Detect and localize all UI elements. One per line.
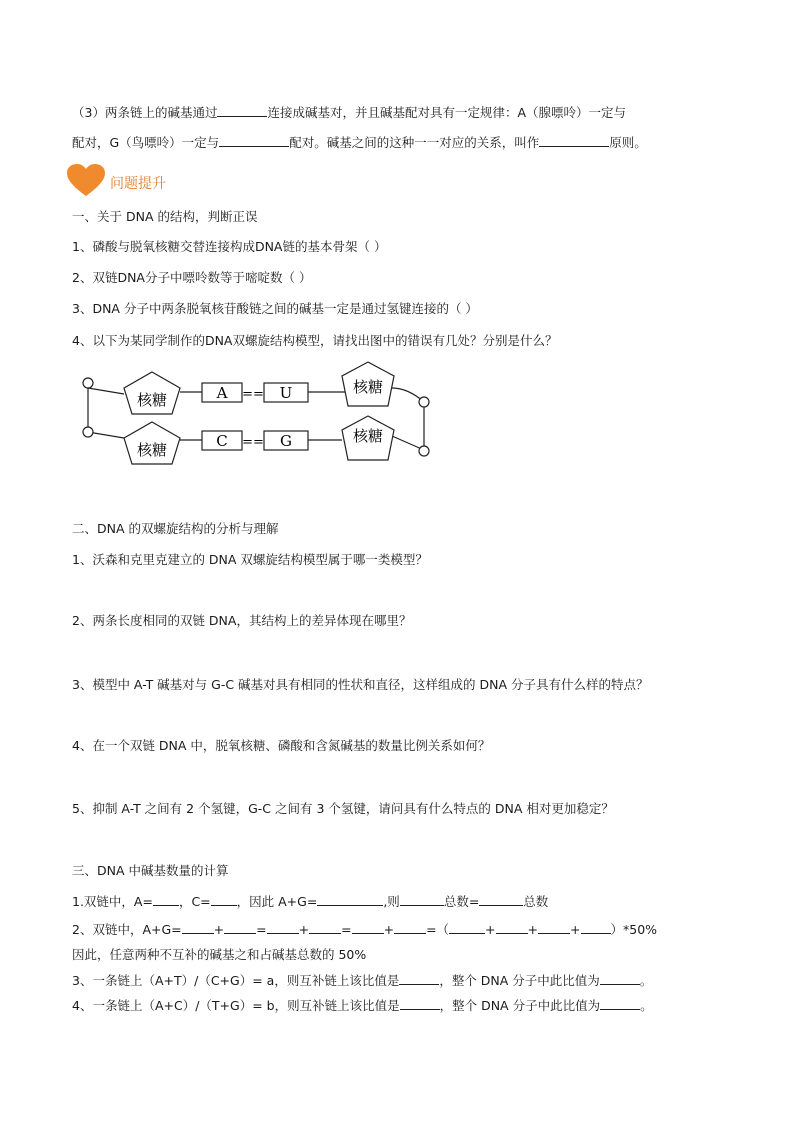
text: 1.双链中，A=	[72, 894, 153, 909]
phosphate-circle	[83, 378, 93, 388]
text: ,则	[383, 894, 400, 909]
section3-line1	[72, 104, 626, 122]
blank[interactable]	[394, 921, 426, 934]
blank[interactable]	[219, 134, 289, 147]
part3-line4	[72, 972, 652, 990]
text: 3、一条链上（A+T）/（C+G）= a，则互补链上该比值是	[72, 973, 400, 988]
text: ）*50%	[610, 922, 658, 937]
blank[interactable]	[267, 921, 299, 934]
part3-line3: 因此，任意两种不互补的碱基之和占碱基总数的 50%	[72, 947, 367, 962]
blank[interactable]	[479, 893, 523, 906]
dna-model-diagram	[72, 360, 442, 470]
blank[interactable]	[217, 104, 267, 117]
blank[interactable]	[538, 921, 570, 934]
phosphate-circle	[419, 446, 429, 456]
base-label: C	[216, 432, 228, 450]
text: 。	[639, 973, 653, 988]
heart-icon	[66, 164, 106, 198]
blank[interactable]	[182, 921, 214, 934]
blank[interactable]	[309, 921, 341, 934]
sugar-label: 核糖	[352, 378, 384, 396]
section-title	[66, 164, 166, 198]
text: ，整个 DNA 分子中此比值为	[439, 973, 600, 988]
sugar-label: 核糖	[136, 441, 168, 459]
text: （3）两条链上的碱基通过	[72, 105, 218, 120]
blank[interactable]	[153, 893, 179, 906]
blank[interactable]	[496, 921, 528, 934]
sugar-label: 核糖	[352, 427, 384, 445]
text: 配对。碱基之间的这种一一对应的关系，叫作	[289, 135, 540, 150]
text: +	[383, 922, 395, 937]
blank[interactable]	[581, 921, 611, 934]
blank[interactable]	[211, 893, 237, 906]
part1-q3: 3、DNA 分子中两条脱氧核苷酸链之间的碱基一定是通过氢键连接的（ ）	[72, 301, 478, 316]
blank[interactable]	[449, 921, 485, 934]
text: ，C=	[178, 894, 211, 909]
part3-line1	[72, 893, 548, 911]
blank[interactable]	[400, 893, 444, 906]
text: +	[298, 922, 310, 937]
text: 连接成碱基对，并且碱基配对具有一定规律：A（腺嘌呤）一定与	[267, 105, 627, 120]
text: 。	[640, 998, 653, 1013]
blank[interactable]	[224, 921, 256, 934]
text: 2、双链中，A+G=	[72, 922, 182, 937]
text: ，因此 A+G=	[236, 894, 318, 909]
phosphate-circle	[419, 397, 429, 407]
blank[interactable]	[399, 972, 439, 985]
base-label: G	[280, 432, 292, 450]
part2-q4: 4、在一个双链 DNA 中，脱氧核糖、磷酸和含氮碱基的数量比例关系如何？	[72, 738, 491, 753]
base-label: U	[279, 384, 293, 402]
text: +	[485, 922, 496, 937]
blank[interactable]	[352, 921, 384, 934]
part3-line2	[72, 921, 657, 939]
text: =（	[426, 922, 450, 937]
part3-heading: 三、DNA 中碱基数量的计算	[72, 863, 229, 878]
text: 总数	[523, 894, 549, 909]
section-title-text: 问题提升	[110, 176, 166, 192]
text: +	[570, 922, 581, 937]
text: 原则。	[609, 135, 647, 150]
part2-heading: 二、DNA 的双螺旋结构的分析与理解	[72, 521, 279, 536]
text: 4、一条链上（A+C）/（T+G）= b，则互补链上该比值是	[72, 998, 400, 1013]
part2-q5: 5、抑制 A-T 之间有 2 个氢键，G-C 之间有 3 个氢键，请问具有什么特点的 DNA 相对更加稳定？	[72, 801, 614, 816]
text: 总数=	[443, 894, 480, 909]
blank[interactable]	[600, 972, 640, 985]
part1-q2: 2、双链DNA分子中嘌呤数等于嘧啶数（ ）	[72, 270, 312, 285]
text: =	[256, 922, 267, 937]
part1-heading: 一、关于 DNA 的结构，判断正误	[72, 209, 258, 224]
blank[interactable]	[400, 997, 440, 1010]
section3-line2	[72, 134, 647, 152]
blank[interactable]	[600, 997, 640, 1010]
phosphate-circle	[83, 427, 93, 437]
text: =	[341, 922, 352, 937]
part2-q1: 1、沃森和克里克建立的 DNA 双螺旋结构模型属于哪一类模型？	[72, 552, 428, 567]
part2-q2: 2、两条长度相同的双链 DNA，其结构上的差异体现在哪里？	[72, 613, 412, 628]
text: +	[527, 922, 539, 937]
blank[interactable]	[539, 134, 609, 147]
part2-q3: 3、模型中 A-T 碱基对与 G-C 碱基对具有相同的性状和直径，这样组成的 DNA 分子具有什么样的特点？	[72, 677, 649, 692]
hydrogen-bond: ==	[242, 387, 264, 402]
text: ，整个 DNA 分子中此比值为	[439, 998, 601, 1013]
hydrogen-bond: ==	[242, 435, 264, 450]
part3-line5	[72, 997, 653, 1015]
text: 配对，G（鸟嘌呤）一定与	[72, 135, 220, 150]
base-label: A	[216, 384, 228, 402]
text: +	[213, 922, 225, 937]
part1-q1: 1、磷酸与脱氧核糖交替连接构成DNA链的基本骨架（ ）	[72, 239, 387, 254]
blank[interactable]	[317, 893, 383, 906]
part1-q4: 4、以下为某同学制作的DNA双螺旋结构模型，请找出图中的错误有几处？分别是什么？	[72, 333, 558, 348]
sugar-label: 核糖	[136, 391, 168, 409]
